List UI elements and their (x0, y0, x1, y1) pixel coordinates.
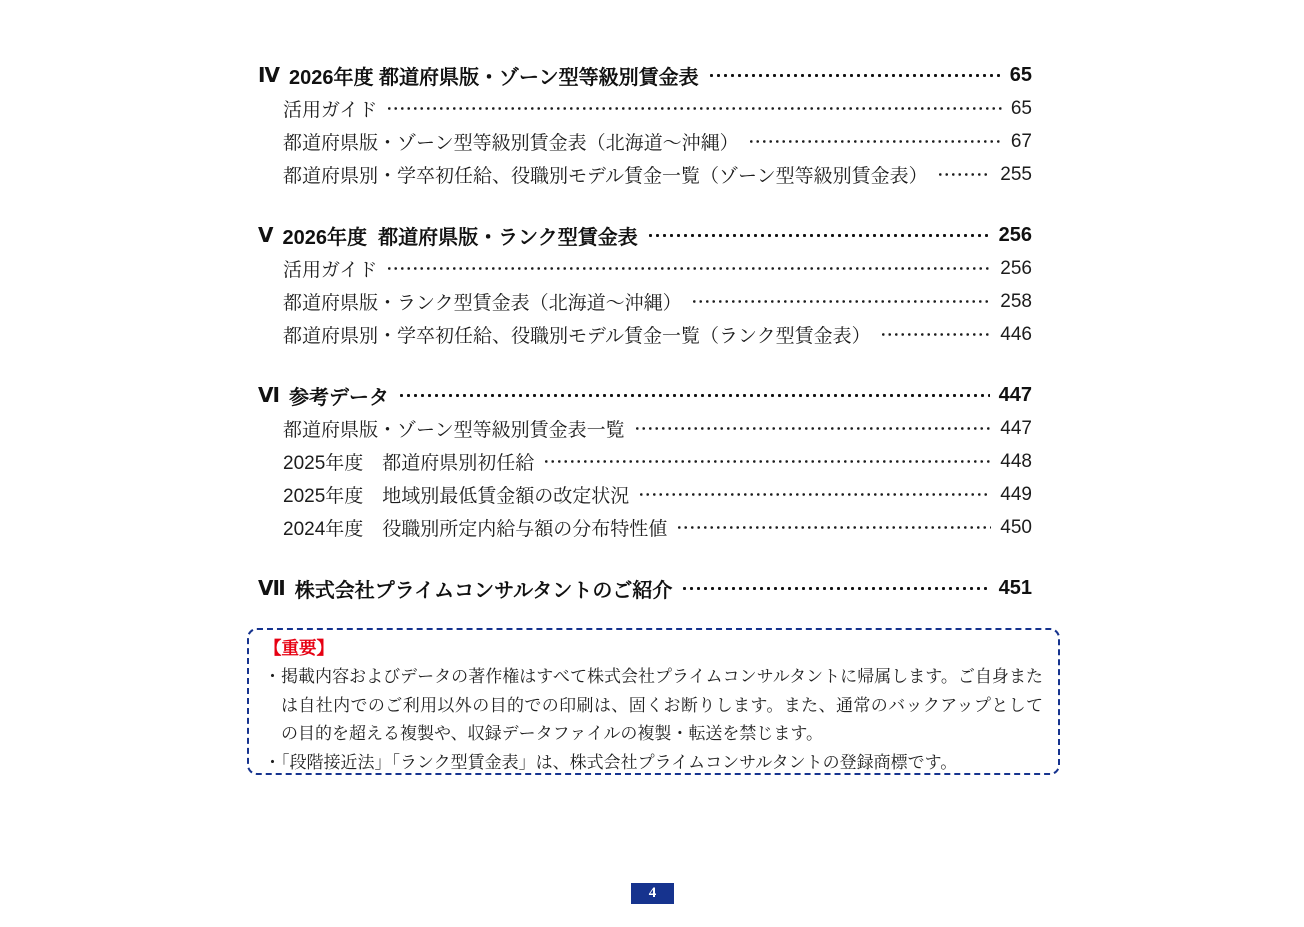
page-number-badge: 4 (631, 883, 674, 904)
section-page-number: 451 (998, 577, 1032, 599)
entry-page-number: 450 (1000, 516, 1032, 538)
entry-title: 2024年度 役職別所定内給与額の分布特性値 (283, 519, 668, 540)
entry-title: 都道府県版・ゾーン型等級別賃金表（北海道～沖縄） (283, 133, 739, 154)
dot-leader (398, 379, 990, 412)
notice-item-trademark: ・「段階接近法」「ランク型賃金表」は、株式会社プライムコンサルタントの登録商標です。 (264, 752, 958, 772)
section-page-number: 256 (998, 224, 1032, 246)
entry-page-number: 255 (1000, 163, 1032, 185)
section-title: 2026年度 都道府県版・ゾーン型等級別賃金表 (288, 67, 699, 89)
dot-leader (880, 318, 992, 351)
entry-page-number: 256 (1000, 257, 1032, 279)
entry-title: 都道府県別・学卒初任給、役職別モデル賃金一覧（ゾーン型等級別賃金表） (283, 166, 928, 187)
dot-leader (543, 445, 991, 478)
section-numeral: Ⅳ (258, 65, 280, 87)
section-title: 2026年度 都道府県版・ランク型賃金表 (282, 227, 638, 249)
entry-title: 活用ガイド (283, 260, 378, 281)
notice-list (264, 663, 1043, 777)
toc-heading-row (258, 219, 1032, 252)
toc-section-7 (258, 572, 1032, 605)
entry-page-number: 258 (1000, 290, 1032, 312)
dot-leader (634, 412, 992, 445)
table-of-contents (258, 59, 1032, 633)
entry-page-number: 446 (1000, 323, 1032, 345)
entry-title: 2025年度 都道府県別初任給 (283, 453, 535, 474)
toc-entry-row (258, 92, 1032, 125)
dot-leader (638, 478, 991, 511)
section-page-number: 447 (998, 384, 1032, 406)
entry-page-number: 448 (1000, 450, 1032, 472)
section-numeral: Ⅴ (258, 225, 274, 247)
toc-section-5 (258, 219, 1032, 351)
section-numeral: Ⅶ (258, 578, 286, 600)
dot-leader (647, 219, 990, 252)
section-title: 参考データ (288, 387, 389, 409)
section-numeral: Ⅵ (258, 385, 280, 407)
entry-page-number: 67 (1010, 130, 1032, 152)
toc-entry-row (258, 252, 1032, 285)
toc-entry-row (258, 158, 1032, 191)
entry-title: 都道府県版・ゾーン型等級別賃金表一覧 (283, 420, 625, 441)
toc-heading-row (258, 379, 1032, 412)
toc-section-6 (258, 379, 1032, 544)
toc-entry-row (258, 318, 1032, 351)
entry-page-number: 449 (1000, 483, 1032, 505)
toc-entry-row (258, 511, 1032, 544)
entry-title: 活用ガイド (283, 100, 378, 121)
toc-heading-row (258, 572, 1032, 605)
notice-title: 【重要】 (264, 638, 334, 658)
dot-leader (386, 252, 991, 285)
toc-entry-row (258, 445, 1032, 478)
notice-item-copyright: ・掲載内容およびデータの著作権はすべて株式会社プライムコンサルタントに帰属します。ご自身または自社内でのご利用以外の目的での印刷は、固くお断りします。また、通常のバックアップとしての目的を超える複製や、収録データファイルの複製・転送を禁じます。 (264, 667, 1043, 743)
section-title: 株式会社プライムコンサルタントのご紹介 (294, 580, 673, 602)
toc-entry-row (258, 285, 1032, 318)
important-notice-box (247, 628, 1060, 775)
dot-leader (708, 59, 1001, 92)
toc-heading-row (258, 59, 1032, 92)
entry-page-number: 447 (1000, 417, 1032, 439)
dot-leader (937, 158, 992, 191)
dot-leader (386, 92, 1001, 125)
entry-title: 都道府県別・学卒初任給、役職別モデル賃金一覧（ランク型賃金表） (283, 326, 871, 347)
dot-leader (681, 572, 989, 605)
dot-leader (676, 511, 991, 544)
dot-leader (748, 125, 1002, 158)
toc-entry-row (258, 478, 1032, 511)
toc-entry-row (258, 125, 1032, 158)
entry-page-number: 65 (1010, 97, 1032, 119)
entry-title: 2025年度 地域別最低賃金額の改定状況 (283, 486, 630, 507)
toc-section-4 (258, 59, 1032, 191)
entry-title: 都道府県版・ランク型賃金表（北海道～沖縄） (283, 293, 682, 314)
section-page-number: 65 (1009, 64, 1032, 86)
toc-entry-row (258, 412, 1032, 445)
dot-leader (691, 285, 992, 318)
